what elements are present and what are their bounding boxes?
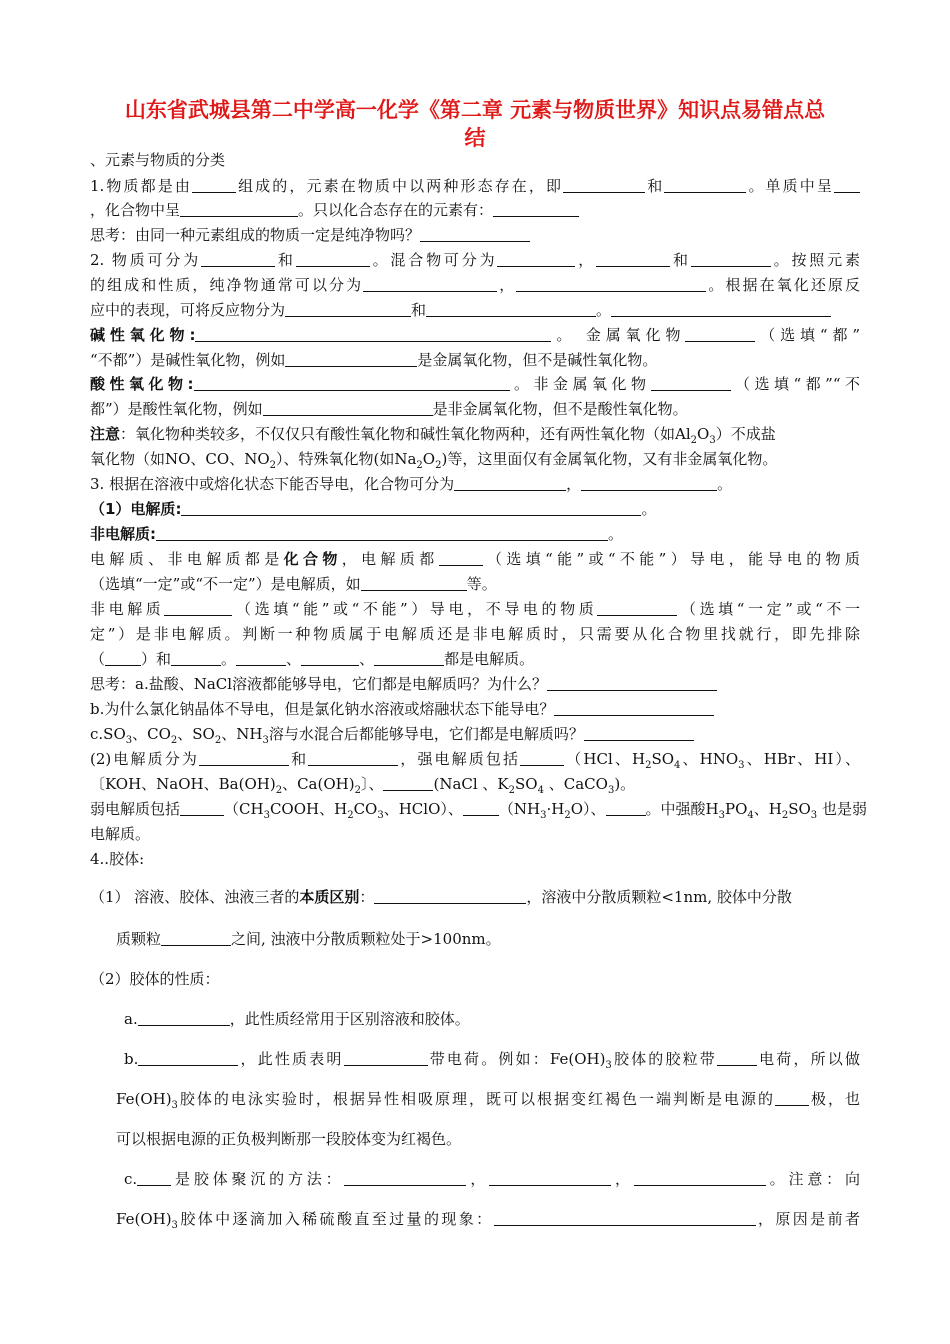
blank[interactable]: [301, 649, 359, 666]
blank[interactable]: [105, 649, 141, 666]
note-line-2: [90, 447, 860, 471]
text-fragment: 3: [607, 785, 615, 796]
text-fragment: 2: [781, 810, 789, 821]
blank[interactable]: [493, 200, 579, 217]
colloid-c-line-1: [124, 1167, 860, 1191]
blank[interactable]: [420, 225, 530, 242]
blank[interactable]: [717, 1049, 757, 1066]
text-fragment: 是非金属氧化物，但不是酸性氧化物。: [432, 400, 688, 418]
text-fragment: 胶体的电泳实验时，根据异性相吸原理，既可以根据变红褐色一端判断是电源的: [177, 1090, 775, 1108]
blank[interactable]: [308, 749, 398, 766]
colloid-a: [124, 1007, 860, 1031]
section-heading: [90, 148, 860, 172]
text-fragment: 2: [564, 810, 571, 821]
text-fragment: PO: [724, 800, 748, 818]
text-fragment: 。只以化合态存在的元素有：: [298, 201, 494, 219]
text-fragment: ）、特殊氧化物(如Na: [276, 450, 417, 468]
basic-oxide-line-1: [90, 323, 860, 347]
text-fragment: ，: [466, 1170, 490, 1188]
text-fragment: 。: [221, 650, 237, 668]
text-fragment: 2: [214, 735, 222, 746]
q2-line-1: [90, 248, 860, 272]
blank[interactable]: [181, 499, 641, 516]
text-fragment: 、SO: [177, 725, 215, 743]
title-line-1: 山东省武城县第二中学高一化学《第二章 元素与物质世界》知识点易错点总: [124, 98, 826, 122]
blank[interactable]: [439, 549, 483, 566]
blank[interactable]: [581, 474, 717, 491]
q1-line-1: [90, 174, 860, 198]
text-fragment: )。: [614, 775, 636, 793]
blank[interactable]: [596, 250, 670, 267]
colloid-b-line-1: [124, 1047, 860, 1071]
text-fragment: )等，这里面仅有金属氧化物，又有非金属氧化物。: [441, 450, 778, 468]
text-fragment: （选填“都”“不: [730, 375, 860, 393]
text-fragment: 非电解质:: [90, 525, 156, 543]
think2-a: [90, 672, 860, 696]
text-fragment: 。单质中呈: [746, 177, 834, 195]
text-fragment: 电解质、非电解质都是: [90, 550, 284, 568]
blank[interactable]: [463, 799, 499, 816]
text-fragment: 3: [263, 810, 270, 821]
text-fragment: 可以根据电源的正负极判断那一段胶体变为红褐色。: [116, 1130, 462, 1148]
text-fragment: 3: [171, 1100, 178, 1111]
para2-line-3: [90, 647, 860, 671]
text-fragment: 〕、: [360, 775, 384, 793]
weak-line-1: [90, 797, 867, 821]
text-fragment: 思考：由同一种元素组成的物质一定是纯净物吗？: [90, 226, 421, 244]
text-fragment: ，此性质经常用于区别溶液和胶体。: [229, 1010, 470, 1028]
text-fragment: 1.物质都是由: [90, 177, 192, 195]
text-fragment: ，: [566, 475, 582, 493]
blank[interactable]: [834, 176, 860, 193]
text-fragment: b.为什么氯化钠晶体不导电，但是氯化钠水溶液或熔融状态下能导电？: [90, 700, 555, 718]
blank[interactable]: [171, 649, 221, 666]
text-fragment: 2: [690, 435, 698, 446]
blank[interactable]: [383, 774, 433, 791]
acidic-oxide-line-2: [90, 397, 860, 421]
text-fragment: （1）电解质:: [90, 500, 182, 518]
blank[interactable]: [664, 176, 746, 193]
text-fragment: 和: [670, 251, 691, 269]
text-fragment: 都是电解质。: [444, 650, 535, 668]
text-fragment: COOH、H: [269, 800, 348, 818]
text-fragment: c.: [124, 1170, 138, 1188]
blank[interactable]: [138, 1049, 238, 1066]
text-fragment: 电解质。: [90, 825, 151, 843]
text-fragment: “不都”）是碱性氧化物，例如: [90, 351, 286, 369]
text-fragment: 组成的，元素在物质中以两种形态存在，即: [235, 177, 564, 195]
text-fragment: 、CaCO: [543, 775, 608, 793]
text-fragment: 。 金属氧化物: [551, 326, 686, 344]
text-fragment: 3. 根据在溶液中或熔化状态下能否导电，化合物可分为: [90, 475, 455, 493]
text-fragment: SO: [651, 750, 675, 768]
blank[interactable]: [285, 300, 411, 317]
text-fragment: （: [90, 650, 106, 668]
blank[interactable]: [597, 599, 677, 616]
think2-c: [90, 722, 860, 746]
text-fragment: 的组成和性质，纯净物通常可以分为: [90, 276, 364, 294]
text-fragment: SO: [788, 800, 811, 818]
para2-line-1: [90, 597, 860, 621]
text-fragment: 之间, 浊液中分散质颗粒处于>100nm。: [231, 930, 501, 948]
text-fragment: 碱性氧化物:: [90, 326, 196, 344]
text-fragment: 。混合物可分为: [369, 251, 498, 269]
text-fragment: （选填“一定”或“不一定”）是电解质，如: [90, 575, 361, 593]
text-fragment: 、: [359, 650, 375, 668]
text-fragment: 2: [170, 735, 178, 746]
text-fragment: 3: [262, 735, 269, 746]
text-fragment: 、CO: [132, 725, 171, 743]
text-fragment: 胶体的胶粒带: [611, 1050, 717, 1068]
blank[interactable]: [775, 1089, 809, 1106]
blank[interactable]: [285, 350, 417, 367]
text-fragment: a.: [124, 1010, 138, 1028]
blank[interactable]: [344, 1049, 428, 1066]
think2-b: [90, 697, 860, 721]
text-fragment: （2）胶体的性质：: [90, 970, 220, 988]
blank[interactable]: [194, 374, 510, 391]
text-fragment: 2: [435, 460, 442, 471]
blank[interactable]: [454, 474, 566, 491]
blank[interactable]: [584, 724, 694, 741]
blank[interactable]: [138, 1009, 230, 1026]
text-fragment: 4..胶体:: [90, 850, 145, 868]
text-fragment: ，此性质表明: [238, 1050, 344, 1068]
text-fragment: 带电荷。例如：Fe(OH): [427, 1050, 606, 1068]
blank[interactable]: [516, 275, 706, 292]
para1-line-2: [90, 572, 860, 596]
blank[interactable]: [137, 1169, 171, 1186]
text-fragment: 和: [645, 177, 665, 195]
blank[interactable]: [489, 1169, 611, 1186]
blank[interactable]: [199, 749, 289, 766]
text-fragment: 3: [605, 1060, 612, 1071]
strong-line-1: [90, 747, 860, 771]
blank[interactable]: [374, 887, 526, 904]
text-fragment: 都”）是酸性氧化物，例如: [90, 400, 263, 418]
text-fragment: 2: [416, 460, 423, 471]
blank[interactable]: [611, 300, 831, 317]
blank[interactable]: [192, 176, 236, 193]
blank[interactable]: [426, 300, 596, 317]
text-fragment: 3: [171, 1220, 178, 1231]
para1-line-1: [90, 547, 860, 571]
text-fragment: 是金属氧化物，但不是碱性氧化物。: [417, 351, 658, 369]
blank[interactable]: [497, 250, 575, 267]
text-fragment: ：: [359, 888, 375, 906]
blank[interactable]: [606, 799, 646, 816]
para2-line-2: [90, 622, 860, 646]
blank[interactable]: [547, 674, 717, 691]
text-fragment: (2)电解质分为: [90, 750, 199, 768]
text-fragment: 。按照元素: [770, 251, 860, 269]
colloid-p2: [90, 967, 860, 991]
text-fragment: 4: [537, 785, 544, 796]
text-fragment: 弱电解质包括: [90, 800, 181, 818]
blank[interactable]: [363, 275, 497, 292]
blank[interactable]: [685, 325, 755, 342]
text-fragment: 2: [269, 460, 276, 471]
colloid-p1-line-2: [116, 927, 860, 951]
text-fragment: （CH: [224, 800, 264, 818]
text-fragment: 3: [709, 435, 716, 446]
colloid-b-line-3: [116, 1127, 860, 1151]
text-fragment: 、元素与物质的分类: [90, 151, 226, 169]
text-fragment: ·H: [546, 800, 565, 818]
text-fragment: 。非金属氧化物: [509, 375, 651, 393]
text-fragment: 应中的表现，可将反应物分为: [90, 301, 286, 319]
text-fragment: 2: [645, 760, 652, 771]
text-fragment: 和: [411, 301, 427, 319]
blank[interactable]: [195, 325, 551, 342]
text-fragment: 3: [718, 810, 725, 821]
text-fragment: 2: [508, 785, 516, 796]
text-fragment: 4: [674, 760, 681, 771]
text-fragment: ，电解质都: [341, 550, 439, 568]
text-fragment: ，强电解质包括: [398, 750, 521, 768]
text-fragment: 和: [275, 251, 296, 269]
text-fragment: ，: [497, 276, 517, 294]
text-fragment: 胶体中逐滴加入稀硫酸直至过量的现象：: [177, 1210, 494, 1228]
text-fragment: （选填“都”: [755, 326, 860, 344]
blank[interactable]: [164, 599, 232, 616]
text-fragment: 、HNO: [680, 750, 739, 768]
blank[interactable]: [161, 929, 231, 946]
electrolyte-def: [90, 497, 860, 521]
blank[interactable]: [156, 524, 608, 541]
blank[interactable]: [201, 250, 275, 267]
colloid-c-line-2: [116, 1207, 860, 1231]
text-fragment: 质颗粒: [116, 930, 162, 948]
blank[interactable]: [344, 1169, 466, 1186]
text-fragment: 。注意：向: [765, 1170, 860, 1188]
text-fragment: 。中强酸H: [645, 800, 719, 818]
text-fragment: 、NH: [221, 725, 263, 743]
text-fragment: ，: [611, 1170, 634, 1188]
q1-think: [90, 223, 860, 247]
text-fragment: CO: [353, 800, 378, 818]
text-fragment: 、HClO）、: [383, 800, 463, 818]
text-fragment: 。: [608, 525, 624, 543]
text-fragment: 。: [596, 301, 612, 319]
basic-oxide-line-2: [90, 348, 860, 372]
text-fragment: 。根据在氧化还原反: [706, 276, 860, 294]
text-fragment: 、HBr、HI）、: [744, 750, 860, 768]
text-fragment: 2: [354, 785, 361, 796]
blank[interactable]: [520, 749, 564, 766]
text-fragment: ，原因是前者: [755, 1210, 860, 1228]
colloid-b-line-2: [116, 1087, 860, 1111]
text-fragment: 思考：a.盐酸、NaCl溶液都能够导电，它们都是电解质吗？为什么？: [90, 675, 548, 693]
blank[interactable]: [236, 649, 286, 666]
colloid-heading: [90, 847, 860, 871]
text-fragment: 3: [540, 810, 547, 821]
text-fragment: 。: [641, 500, 657, 518]
blank[interactable]: [563, 176, 645, 193]
page-title: [90, 96, 860, 152]
text-fragment: 4: [747, 810, 754, 821]
text-fragment: (NaCl 、K: [433, 775, 509, 793]
blank[interactable]: [374, 649, 444, 666]
text-fragment: ，化合物中呈: [90, 201, 181, 219]
text-fragment: Fe(OH): [116, 1210, 172, 1228]
text-fragment: （选填“能”或“不能”）导电，能导电的物质: [482, 550, 860, 568]
text-fragment: 〔KOH、NaOH、Ba(OH): [90, 775, 276, 793]
blank[interactable]: [361, 574, 467, 591]
text-fragment: 2: [347, 810, 354, 821]
text-fragment: O: [697, 425, 710, 443]
text-fragment: 、: [286, 650, 302, 668]
text-fragment: 3: [125, 735, 133, 746]
blank[interactable]: [691, 250, 771, 267]
blank[interactable]: [494, 1209, 756, 1226]
q2-line-2: [90, 273, 860, 297]
text-fragment: ，溶液中分散质颗粒<1nm, 胶体中分散: [526, 888, 792, 906]
text-fragment: （NH: [498, 800, 541, 818]
text-fragment: O: [422, 450, 436, 468]
text-fragment: 2: [275, 785, 283, 796]
text-fragment: ，: [575, 251, 597, 269]
text-fragment: （HCl、H: [564, 750, 646, 768]
text-fragment: 注意: [90, 425, 121, 443]
colloid-p1-line-1: [90, 885, 860, 909]
note-line-1: [90, 422, 860, 446]
text-fragment: 3: [738, 760, 745, 771]
text-fragment: 、H: [753, 800, 782, 818]
text-fragment: ）和: [141, 650, 172, 668]
text-fragment: 本质区别: [299, 888, 360, 906]
text-fragment: SO: [515, 775, 538, 793]
text-fragment: 3: [377, 810, 384, 821]
title-line-2: 结: [464, 126, 486, 150]
blank[interactable]: [651, 374, 731, 391]
text-fragment: 非电解质: [90, 600, 165, 618]
text-fragment: 2. 物质可分为: [90, 251, 202, 269]
text-fragment: 电荷，所以做: [756, 1050, 860, 1068]
text-fragment: 酸性氧化物:: [90, 375, 194, 393]
text-fragment: 和: [288, 750, 309, 768]
weak-line-2: [90, 822, 860, 846]
blank[interactable]: [634, 1169, 766, 1186]
blank[interactable]: [180, 200, 298, 217]
text-fragment: Fe(OH): [116, 1090, 172, 1108]
text-fragment: O）、: [570, 800, 606, 818]
text-fragment: 等。: [466, 575, 497, 593]
text-fragment: b.: [124, 1050, 139, 1068]
text-fragment: 化合物: [283, 550, 342, 568]
text-fragment: c.SO: [90, 725, 126, 743]
blank[interactable]: [263, 399, 433, 416]
text-fragment: 极，也: [808, 1090, 860, 1108]
text-fragment: 3: [810, 810, 818, 821]
text-fragment: ）不成盐: [715, 425, 776, 443]
blank[interactable]: [180, 799, 224, 816]
text-fragment: 是胶体聚沉的方法：: [171, 1170, 345, 1188]
q3-line: [90, 472, 860, 496]
text-fragment: ：氧化物种类较多，不仅仅只有酸性氧化物和碱性氧化物两种，还有两性氧化物（如Al: [120, 425, 691, 443]
text-fragment: （选填“一定”或“不一: [677, 600, 860, 618]
blank[interactable]: [296, 250, 370, 267]
blank[interactable]: [554, 699, 714, 716]
text-fragment: 、Ca(OH): [282, 775, 355, 793]
text-fragment: 溶与水混合后都能够导电，它们都是电解质吗？: [268, 725, 584, 743]
q2-line-3: [90, 298, 860, 322]
text-fragment: 也是弱: [817, 800, 867, 818]
text-fragment: （1） 溶液、胶体、浊液三者的: [90, 888, 300, 906]
text-fragment: 氧化物（如NO、CO、NO: [90, 450, 270, 468]
text-fragment: 定”）是非电解质。判断一种物质属于电解质还是非电解质时，只需要从化合物里找就行，即先排除: [90, 625, 860, 643]
text-fragment: 。: [717, 475, 733, 493]
nonelectrolyte-def: [90, 522, 860, 546]
q1-line-2: [90, 198, 860, 222]
text-fragment: （选填“能”或“不能”）导电，不导电的物质: [232, 600, 598, 618]
strong-line-2: [90, 772, 860, 796]
acidic-oxide-line-1: [90, 372, 860, 396]
